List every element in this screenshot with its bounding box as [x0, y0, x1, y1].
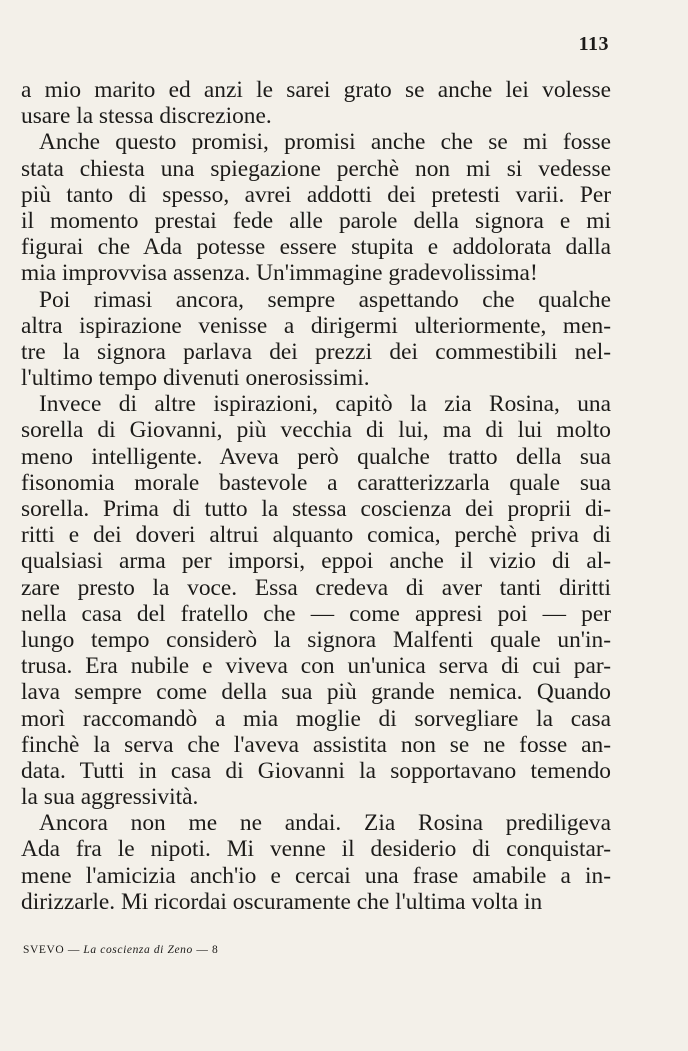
text-line: sorella. Prima di tutto la stessa coscienza dei proprii di-: [21, 496, 611, 522]
text-line: Ada fra le nipoti. Mi venne il desiderio di conquistar-: [21, 836, 611, 863]
paragraph: [21, 287, 611, 392]
text-line: dirizzarle. Mi ricordai oscuramente che l'ultima volta in: [21, 888, 543, 915]
text-line: la sua aggressività.: [21, 784, 199, 811]
text-line: usare la stessa discrezione.: [21, 103, 272, 130]
paragraph: [21, 810, 611, 915]
body-text: [21, 77, 611, 915]
text-line: figurai che Ada potesse essere stupita e addolorata dalla: [21, 234, 611, 261]
footer-signature: 8: [211, 944, 219, 956]
footer-author: SVEVO: [23, 944, 65, 956]
text-line: nella casa del fratello che — come appresi poi — per: [21, 600, 611, 627]
footer-title: La coscienza di Zeno: [83, 944, 193, 956]
text-line: data. Tutti in casa di Giovanni la sopportavano temendo: [21, 757, 611, 784]
text-line: Anche questo promisi, promisi anche che se mi fosse: [39, 129, 611, 156]
text-line: altra ispirazione venisse a dirigermi ulteriormente, men-: [21, 312, 611, 339]
text-line: ritti e dei doveri altrui alquanto comica, perchè priva di: [21, 522, 611, 549]
text-line: stata chiesta una spiegazione perchè non mi si vedesse: [21, 155, 611, 182]
text-line: Invece di altre ispirazioni, capitò la zia Rosina, una: [39, 391, 611, 418]
paragraph: [21, 129, 611, 286]
text-line: lungo tempo considerò la signora Malfenti quale un'in-: [21, 626, 611, 653]
text-line: mia improvvisa assenza. Un'immagine gradevolissima!: [21, 260, 538, 287]
text-line: fisonomia morale bastevole a caratterizzarla quale sua: [21, 469, 611, 496]
text-line: Poi rimasi ancora, sempre aspettando che qualche: [39, 286, 611, 313]
text-line: qualsiasi arma per imporsi, eppoi anche il vizio di al-: [21, 548, 611, 575]
text-line: l'ultimo tempo divenuti onerosissimi.: [21, 365, 370, 392]
page-footer: [23, 944, 218, 956]
footer-dash: —: [67, 944, 80, 956]
text-line: morì raccomandò a mia moglie di sorvegliare la casa: [21, 705, 611, 732]
text-line: finchè la serva che l'aveva assistita non se ne fosse an-: [21, 731, 611, 758]
text-line: lava sempre come della sua più grande nemica. Quando: [21, 679, 611, 706]
text-line: trusa. Era nubile e viveva con un'unica serva di cui par-: [21, 653, 611, 680]
text-line: mene l'amicizia anch'io e cercai una frase amabile a in-: [21, 862, 611, 889]
page-number: 113: [578, 33, 609, 55]
paragraph: [21, 77, 611, 129]
text-line: tre la signora parlava dei prezzi dei commestibili nel-: [21, 338, 611, 365]
text-line: il momento prestai fede alle parole della signora e mi: [21, 207, 611, 234]
footer-dash: —: [196, 944, 209, 956]
text-line: zare presto la voce. Essa credeva di aver tanti diritti: [21, 574, 611, 601]
paragraph: [21, 391, 611, 810]
text-line: sorella di Giovanni, più vecchia di lui, ma di lui molto: [21, 417, 611, 444]
text-line: più tanto di spesso, avrei addotti dei pretesti varii. Per: [21, 181, 611, 208]
text-line: Ancora non me ne andai. Zia Rosina prediligeva: [39, 810, 611, 837]
text-line: a mio marito ed anzi le sarei grato se anche lei volesse: [21, 77, 611, 103]
text-line: meno intelligente. Aveva però qualche tratto della sua: [21, 443, 611, 470]
